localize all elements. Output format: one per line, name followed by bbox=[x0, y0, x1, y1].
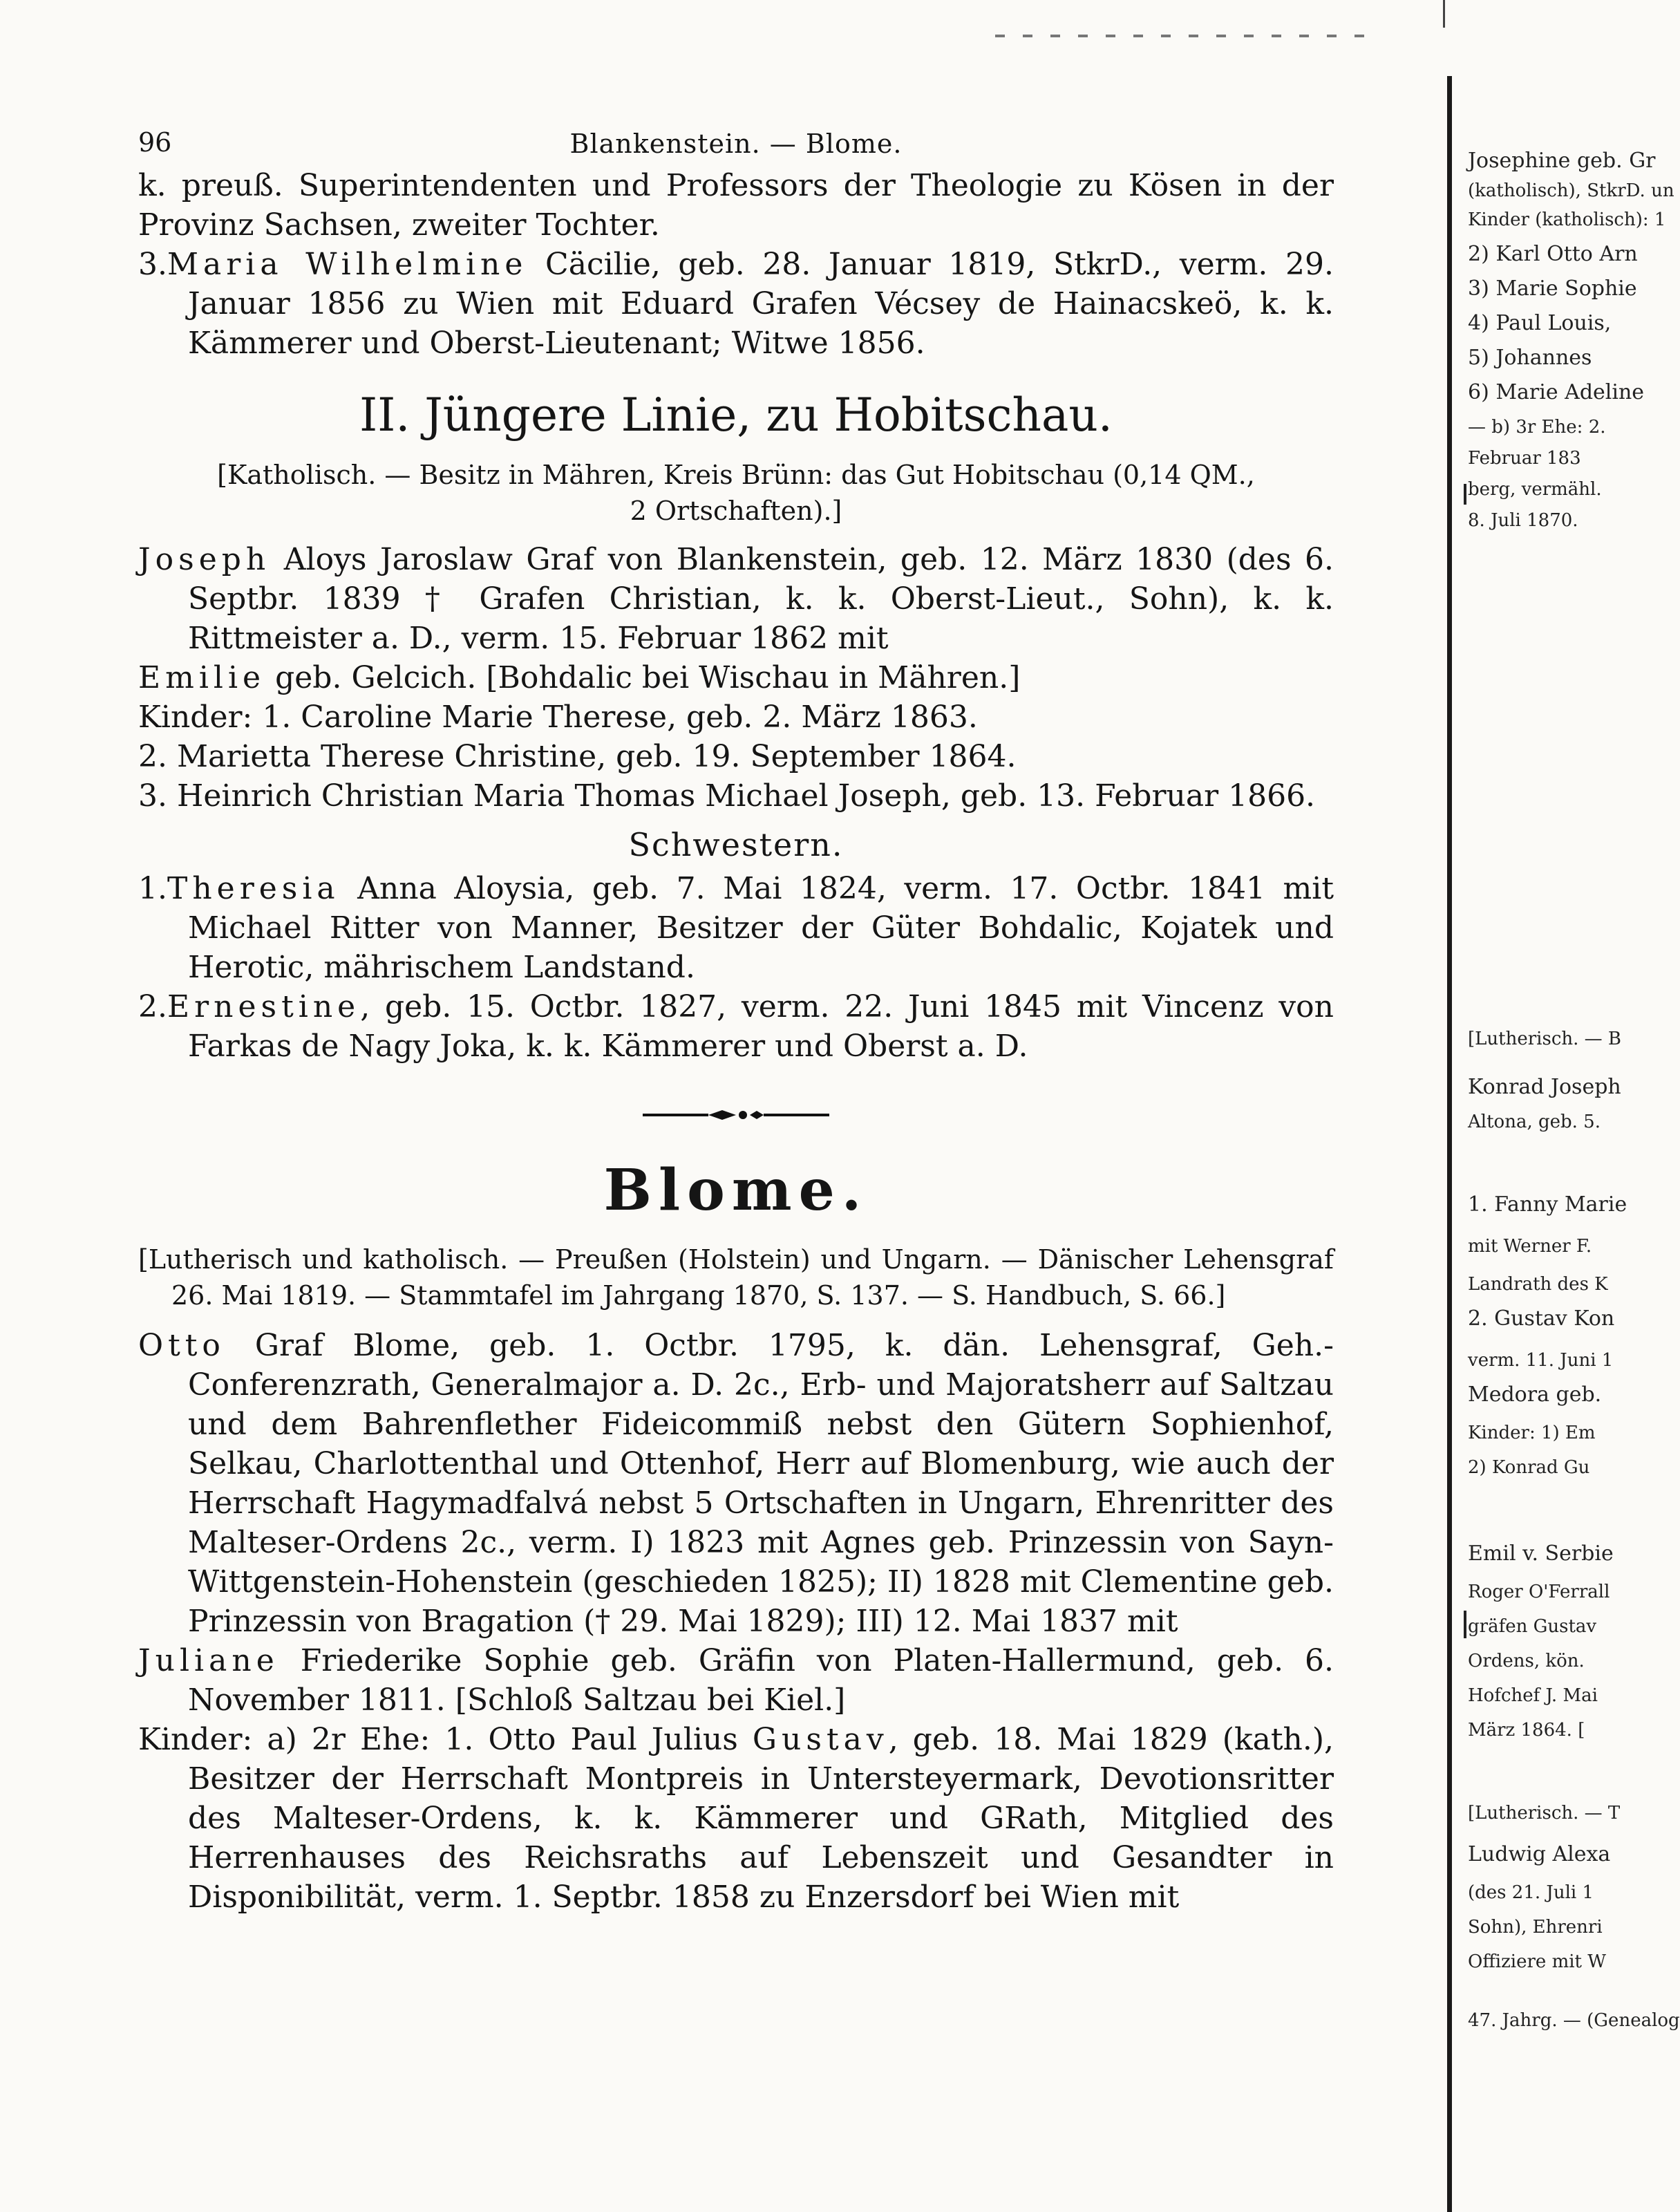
entry-joseph: Joseph Aloys Jaroslaw Graf von Blankenstein, geb. 12. März 1830 (des 6. Septbr. 1839 † Grafen Christian, k. k. Oberst-Lieut., Sohn), k. k. Rittmeister a. D., verm. 15. Februar 1862 mit bbox=[138, 542, 1334, 656]
adjacent-page-fragment bbox=[1464, 0, 1680, 2212]
adjacent-line: 2) Karl Otto Arn bbox=[1468, 242, 1638, 266]
entry-maria-wilhelmine: 3.Maria Wilhelmine Cäcilie, geb. 28. Januar 1819, StkrD., verm. 29. Januar 1856 zu Wien mit Eduard Grafen Vécsey de Hainacskeö, k. k. Kämmerer und Oberst-Lieutenant; Witwe 1856. bbox=[138, 247, 1334, 361]
adjacent-line: mit Werner F. bbox=[1468, 1236, 1592, 1257]
entry-juliane: Juliane Friederike Sophie geb. Gräfin von Platen-Hallermund, geb. 6. November 1811. [Schloß Saltzau bei Kiel.] bbox=[138, 1643, 1334, 1718]
sisters-heading: Schwestern. bbox=[628, 826, 844, 863]
entry-otto: Otto Graf Blome, geb. 1. Octbr. 1795, k. dän. Lehensgraf, Geh.-Conferenzrath, Generalmajor a. D. 2c., Erb- und Majoratsherr auf Saltzau und dem Bahrenflether Fideicommiß nebst den Gütern Sophienhof, Selkau, Charlottenthal und Ottenhof, Herr auf Blomenburg, wie auch der Herrschaft Hagymadfalvá nebst 5 Ortschaften in Ungarn, Ehrenritter des Malteser-Ordens 2c., verm. I) 1823 mit Agnes geb. Prinzessin von Sayn-Wittgenstein-Hohenstein (geschieden 1825); II) 1828 mit Clementine geb. Prinzessin von Bragation († 29. Mai 1829); III) 12. Mai 1837 mit bbox=[138, 1328, 1334, 1639]
adjacent-line: Ordens, kön. bbox=[1468, 1651, 1585, 1671]
gutter-tick bbox=[1443, 0, 1445, 28]
entry-kinder-blome: Kinder: a) 2r Ehe: 1. Otto Paul Julius Gustav, geb. 18. Mai 1829 (kath.), Besitzer der Herrschaft Montpreis in Untersteyermark, Devotionsritter des Malteser-Ordens, k. k. Kämmerer und GRath, Mitglied des Herrenhauses des Reichsraths auf Lebenszeit und Gesandter in Disponibilität, verm. 1. Septbr. 1858 zu Enzersdorf bei Wien mit bbox=[138, 1722, 1334, 1915]
adjacent-line: — b) 3r Ehe: 2. bbox=[1468, 417, 1606, 438]
margin-mark bbox=[1464, 484, 1466, 505]
entry-emilie: Emilie geb. Gelcich. [Bohdalic bei Wischau in Mähren.] bbox=[138, 660, 1021, 695]
adjacent-line: Hofchef J. Mai bbox=[1468, 1685, 1598, 1706]
page-header bbox=[138, 122, 1334, 166]
adjacent-line: [Lutherisch. — T bbox=[1468, 1803, 1621, 1824]
adjacent-line: (des 21. Juli 1 bbox=[1468, 1882, 1594, 1903]
adjacent-line: Landrath des K bbox=[1468, 1274, 1608, 1295]
adjacent-line: Offiziere mit W bbox=[1468, 1951, 1606, 1972]
adjacent-line: 2. Gustav Kon bbox=[1468, 1306, 1615, 1331]
adjacent-line: 1. Fanny Marie bbox=[1468, 1192, 1627, 1217]
child-2: 2. Marietta Therese Christine, geb. 19. September 1864. bbox=[138, 739, 1017, 774]
section-note: [Katholisch. — Besitz in Mähren, Kreis Brünn: das Gut Hobitschau (0,14 QM., 2 Ortschaften).] bbox=[217, 460, 1255, 526]
page-main-column bbox=[138, 122, 1334, 1917]
adjacent-line: 5) Johannes bbox=[1468, 346, 1592, 370]
adjacent-line: 6) Marie Adeline bbox=[1468, 380, 1645, 404]
adjacent-line: Emil v. Serbie bbox=[1468, 1541, 1614, 1566]
adjacent-line: berg, vermähl. bbox=[1468, 479, 1602, 500]
adjacent-line: Medora geb. bbox=[1468, 1382, 1602, 1407]
adjacent-line: 2) Konrad Gu bbox=[1468, 1457, 1590, 1478]
adjacent-line: verm. 11. Juni 1 bbox=[1468, 1350, 1614, 1371]
adjacent-line: 3) Marie Sophie bbox=[1468, 276, 1637, 301]
adjacent-line: 47. Jahrg. — (Genealog bbox=[1468, 2010, 1680, 2031]
margin-mark bbox=[1464, 1611, 1466, 1638]
page-number: 96 bbox=[138, 127, 172, 158]
section-title-blome: Blome. bbox=[603, 1157, 869, 1224]
adjacent-line: gräfen Gustav bbox=[1468, 1616, 1597, 1637]
adjacent-line: [Lutherisch. — B bbox=[1468, 1029, 1622, 1049]
adjacent-line: Roger O'Ferrall bbox=[1468, 1582, 1610, 1602]
adjacent-line: Altona, geb. 5. bbox=[1468, 1112, 1601, 1132]
section-divider-ornament bbox=[643, 1105, 829, 1125]
adjacent-line: 4) Paul Louis, bbox=[1468, 311, 1612, 335]
adjacent-line: 8. Juli 1870. bbox=[1468, 510, 1578, 531]
running-title: Blankenstein. — Blome. bbox=[569, 129, 903, 159]
adjacent-line: Kinder: 1) Em bbox=[1468, 1423, 1596, 1443]
gutter-rule bbox=[1447, 76, 1452, 2212]
adjacent-line: März 1864. [ bbox=[1468, 1720, 1585, 1741]
blome-note: [Lutherisch und katholisch. — Preußen (Holstein) und Ungarn. — Dänischer Lehensgraf 26. Mai 1819. — Stammtafel im Jahrgang 1870, S. 137. — S. Handbuch, S. 66.] bbox=[138, 1244, 1334, 1311]
section-title-juengere-linie: II. Jüngere Linie, zu Hobitschau. bbox=[359, 388, 1113, 442]
sister-ernestine: 2.Ernestine, geb. 15. Octbr. 1827, verm. 22. Juni 1845 mit Vincenz von Farkas de Nagy Joka, k. k. Kämmerer und Oberst a. D. bbox=[138, 989, 1334, 1064]
adjacent-line: Ludwig Alexa bbox=[1468, 1842, 1611, 1866]
adjacent-line: (katholisch), StkrD. un bbox=[1468, 180, 1674, 201]
adjacent-line: Konrad Joseph bbox=[1468, 1075, 1621, 1099]
adjacent-line: Kinder (katholisch): 1 bbox=[1468, 209, 1666, 230]
adjacent-line: Josephine geb. Gr bbox=[1468, 149, 1656, 173]
adjacent-line: Sohn), Ehrenri bbox=[1468, 1917, 1603, 1938]
child-3: 3. Heinrich Christian Maria Thomas Michael Joseph, geb. 13. Februar 1866. bbox=[138, 778, 1316, 814]
sister-theresia: 1.Theresia Anna Aloysia, geb. 7. Mai 1824, verm. 17. Octbr. 1841 mit Michael Ritter von Manner, Besitzer der Güter Bohdalic, Kojatek und Herotic, mährischem Landstand. bbox=[138, 871, 1334, 985]
children-line: Kinder: 1. Caroline Marie Therese, geb. 2. März 1863. bbox=[138, 700, 978, 735]
top-edge-marks bbox=[995, 35, 1382, 37]
adjacent-line: Februar 183 bbox=[1468, 448, 1581, 469]
continuation-text: k. preuß. Superintendenten und Professors der Theologie zu Kösen in der Provinz Sachsen, zweiter Tochter. bbox=[138, 168, 1334, 243]
